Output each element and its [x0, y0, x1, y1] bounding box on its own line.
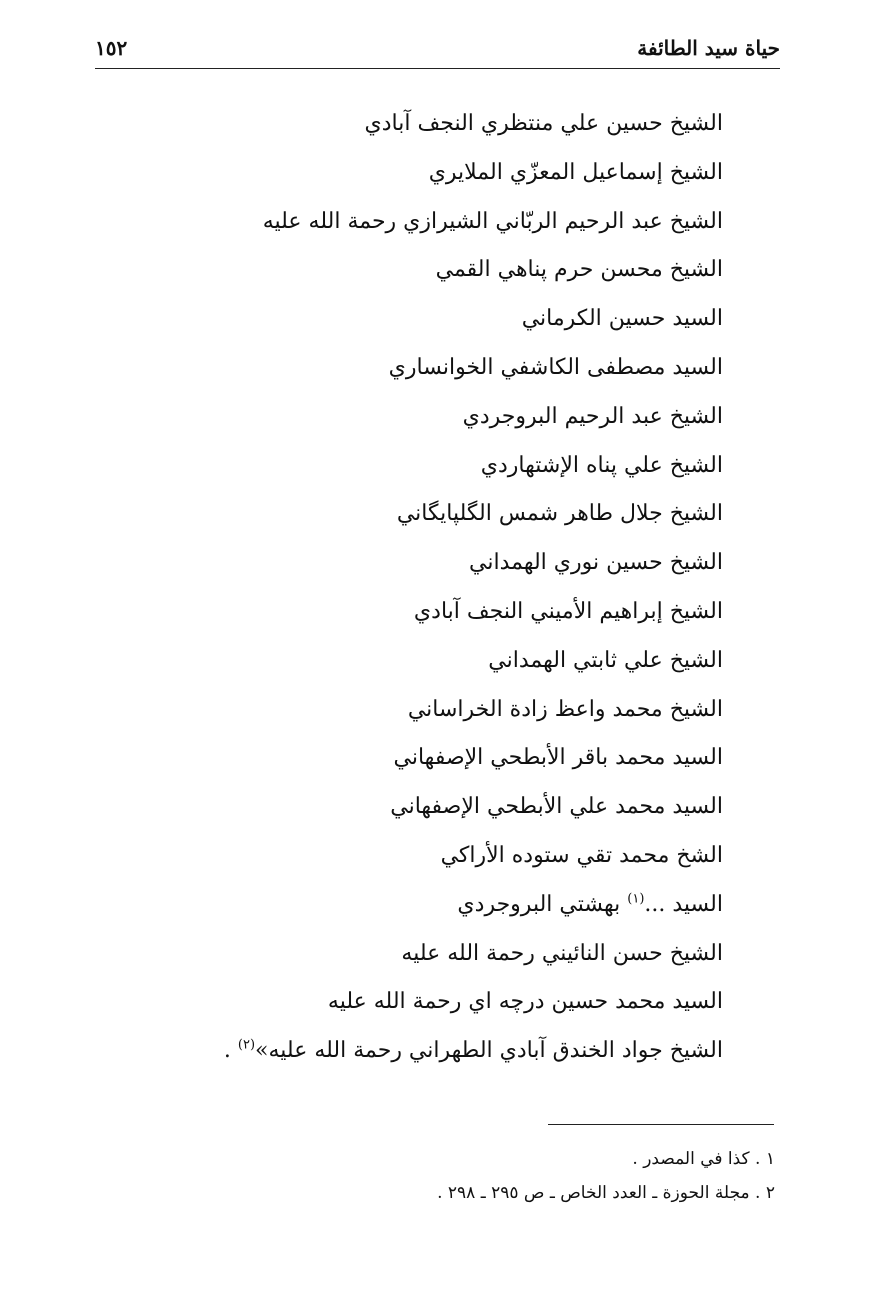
footnote-marker[interactable]: (١) — [627, 891, 645, 907]
list-item: السيد ...$^{(١)}$ بهشتي البروجردي — [457, 891, 723, 917]
header-rule — [95, 68, 780, 69]
footnote: ٢ . مجلة الحوزة ـ العدد الخاص ـ ص ٢٩٥ ـ ٢٩٨ . — [437, 1183, 775, 1203]
list-item: الشيخ علي ثابتي الهمداني — [488, 647, 723, 673]
list-item: الشيخ علي پناه الإشتهاردي — [480, 452, 723, 478]
page-header — [95, 30, 780, 66]
list-item: الشيخ حسن النائيني رحمة الله عليه — [401, 940, 723, 966]
list-item: الشيخ حسين علي منتظري النجف آبادي — [364, 111, 723, 136]
list-item: الشيخ إبراهيم الأميني النجف آبادي — [413, 598, 723, 624]
list-item: السيد حسين الكرماني — [521, 306, 723, 332]
list-item: الشيخ إسماعيل المعزّي الملايري — [428, 159, 723, 185]
list-item: الشيخ جواد الخندق آبادي الطهراني رحمة الله عليه»$^{(٢)}$ . — [223, 1037, 723, 1064]
footnote: ١ . كذا في المصدر . — [632, 1149, 775, 1169]
list-item: السيد محمد علي الأبطحي الإصفهاني — [390, 794, 723, 820]
list-item: الشخ محمد تقي ستوده الأراكي — [440, 842, 723, 868]
footnote-marker[interactable]: (٢) — [237, 1037, 256, 1053]
list-item: الشيخ حسين نوري الهمداني — [469, 550, 723, 576]
list-item: الشيخ عبد الرحيم البروجردي — [462, 403, 723, 429]
list-item: الشيخ محمد واعظ زادة الخراساني — [407, 696, 723, 722]
list-item: السيد محمد حسين درچه اي رحمة الله عليه — [327, 989, 723, 1015]
footnote-rule — [548, 1124, 774, 1125]
list-item: السيد محمد باقر الأبطحي الإصفهاني — [393, 745, 723, 771]
footnotes — [275, 1142, 775, 1210]
list-item: الشيخ جلال طاهر شمس الگلپايگاني — [396, 501, 723, 527]
list-item: الشيخ محسن حرم پناهي القمي — [435, 257, 723, 283]
names-list — [163, 100, 723, 1076]
page-number: ١٥٢ — [95, 36, 128, 60]
running-title: حياة سيد الطائفة — [637, 36, 780, 60]
list-item: الشيخ عبد الرحيم الربّاني الشيرازي رحمة الله عليه — [262, 208, 723, 234]
list-item: السيد مصطفى الكاشفي الخوانساري — [388, 354, 723, 380]
